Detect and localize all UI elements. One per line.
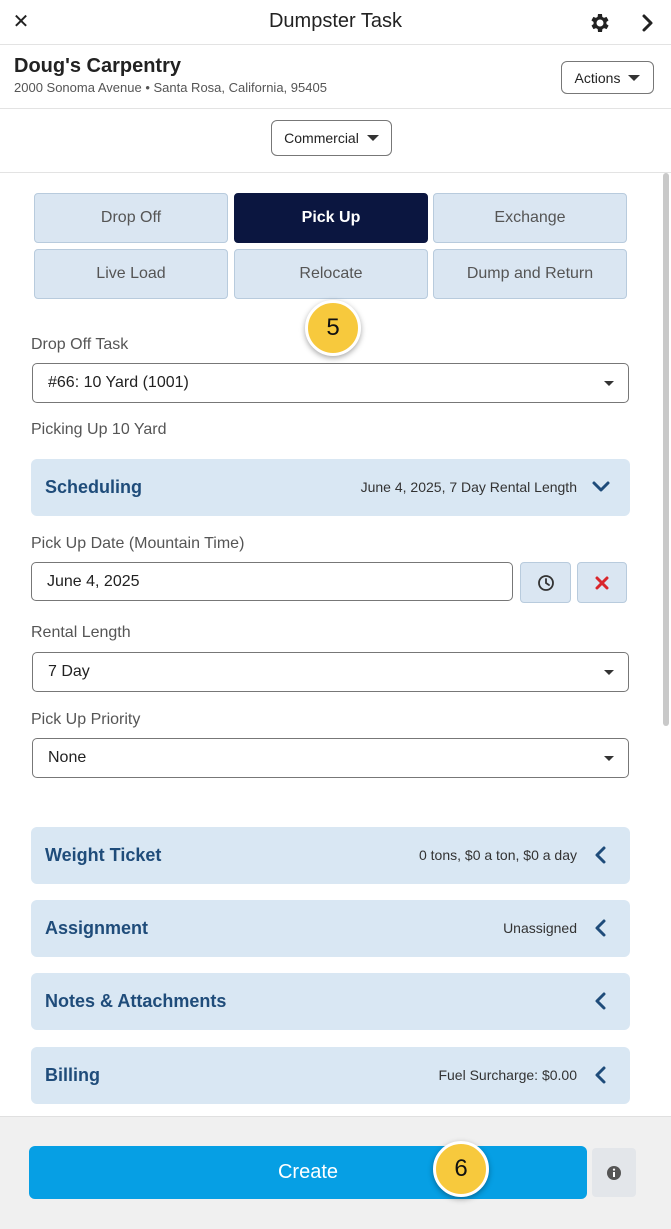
category-dropdown[interactable] xyxy=(271,120,392,156)
info-icon xyxy=(606,1165,622,1181)
section-summary: 0 tons, $0 a ton, $0 a day xyxy=(418,847,577,863)
section-summary: Fuel Surcharge: $0.00 xyxy=(438,1067,577,1083)
task-form[interactable] xyxy=(0,173,671,1116)
task-type-drop-off[interactable]: Drop Off xyxy=(34,193,228,243)
task-type-live-load[interactable]: Live Load xyxy=(34,249,228,299)
drop-off-task-label: Drop Off Task xyxy=(31,336,129,353)
chevron-left-icon xyxy=(590,990,612,1012)
chevron-left-icon xyxy=(590,917,612,939)
section-title: Notes & Attachments xyxy=(45,991,227,1011)
task-category-bar xyxy=(0,109,671,173)
close-icon[interactable]: ✕ xyxy=(12,11,30,33)
pickup-date-label: Pick Up Date (Mountain Time) xyxy=(31,535,245,552)
top-bar xyxy=(0,0,671,45)
notes-attachments-section-header[interactable] xyxy=(31,973,630,1030)
drop-off-task-value: #66: 10 Yard (1001) xyxy=(48,374,189,391)
weight-ticket-section-header[interactable] xyxy=(31,827,630,884)
category-dropdown-label: Commercial xyxy=(284,130,359,146)
billing-section-header[interactable] xyxy=(31,1047,630,1104)
task-type-exchange[interactable]: Exchange xyxy=(433,193,627,243)
pickup-priority-value: None xyxy=(48,749,87,766)
actions-button[interactable] xyxy=(561,61,654,94)
rental-length-select[interactable] xyxy=(32,652,629,692)
section-summary: Unassigned xyxy=(503,920,577,936)
time-button[interactable] xyxy=(520,562,571,603)
scrollbar[interactable] xyxy=(663,173,669,726)
clock-icon xyxy=(537,574,555,592)
chevron-left-icon xyxy=(590,1064,612,1086)
customer-name: Doug's Carpentry xyxy=(14,55,182,77)
dropdown-arrow-icon xyxy=(604,670,614,675)
pickup-priority-select[interactable] xyxy=(32,738,629,778)
chevron-left-icon xyxy=(590,844,612,866)
customer-header xyxy=(0,45,671,109)
pickup-date-input[interactable] xyxy=(31,562,513,601)
page-title: Dumpster Task xyxy=(268,10,402,32)
footer-bar xyxy=(0,1116,671,1229)
rental-length-value: 7 Day xyxy=(48,663,90,680)
caret-down-icon xyxy=(628,75,640,81)
gear-icon[interactable] xyxy=(588,11,612,35)
caret-down-icon xyxy=(367,135,379,141)
section-title: Assignment xyxy=(45,918,149,938)
actions-button-label: Actions xyxy=(574,69,621,86)
drop-off-task-select[interactable] xyxy=(32,363,629,403)
chevron-right-icon[interactable] xyxy=(640,12,656,34)
chevron-down-icon xyxy=(590,476,612,498)
pickup-date-value: June 4, 2025 xyxy=(47,572,140,590)
step-badge-6: 6 xyxy=(433,1141,489,1197)
task-type-pick-up[interactable]: Pick Up xyxy=(234,193,428,243)
step-badge-5: 5 xyxy=(305,300,361,356)
scheduling-section-header[interactable] xyxy=(31,459,630,516)
rental-length-label: Rental Length xyxy=(31,624,131,641)
dropdown-arrow-icon xyxy=(604,381,614,386)
create-button[interactable]: Create xyxy=(29,1146,587,1199)
dropdown-arrow-icon xyxy=(604,756,614,761)
delete-x-icon xyxy=(595,576,609,590)
section-title: Weight Ticket xyxy=(45,845,162,865)
section-title: Scheduling xyxy=(45,477,143,497)
section-title: Billing xyxy=(45,1065,100,1085)
section-summary: June 4, 2025, 7 Day Rental Length xyxy=(360,479,577,495)
assignment-section-header[interactable] xyxy=(31,900,630,957)
task-type-dump-and-return[interactable]: Dump and Return xyxy=(433,249,627,299)
picking-up-text: Picking Up 10 Yard xyxy=(31,421,167,438)
clear-date-button[interactable] xyxy=(577,562,627,603)
customer-address: 2000 Sonoma Avenue • Santa Rosa, California, 95405 xyxy=(14,80,327,95)
info-button[interactable] xyxy=(592,1148,636,1197)
pickup-priority-label: Pick Up Priority xyxy=(31,711,141,728)
task-type-relocate[interactable]: Relocate xyxy=(234,249,428,299)
